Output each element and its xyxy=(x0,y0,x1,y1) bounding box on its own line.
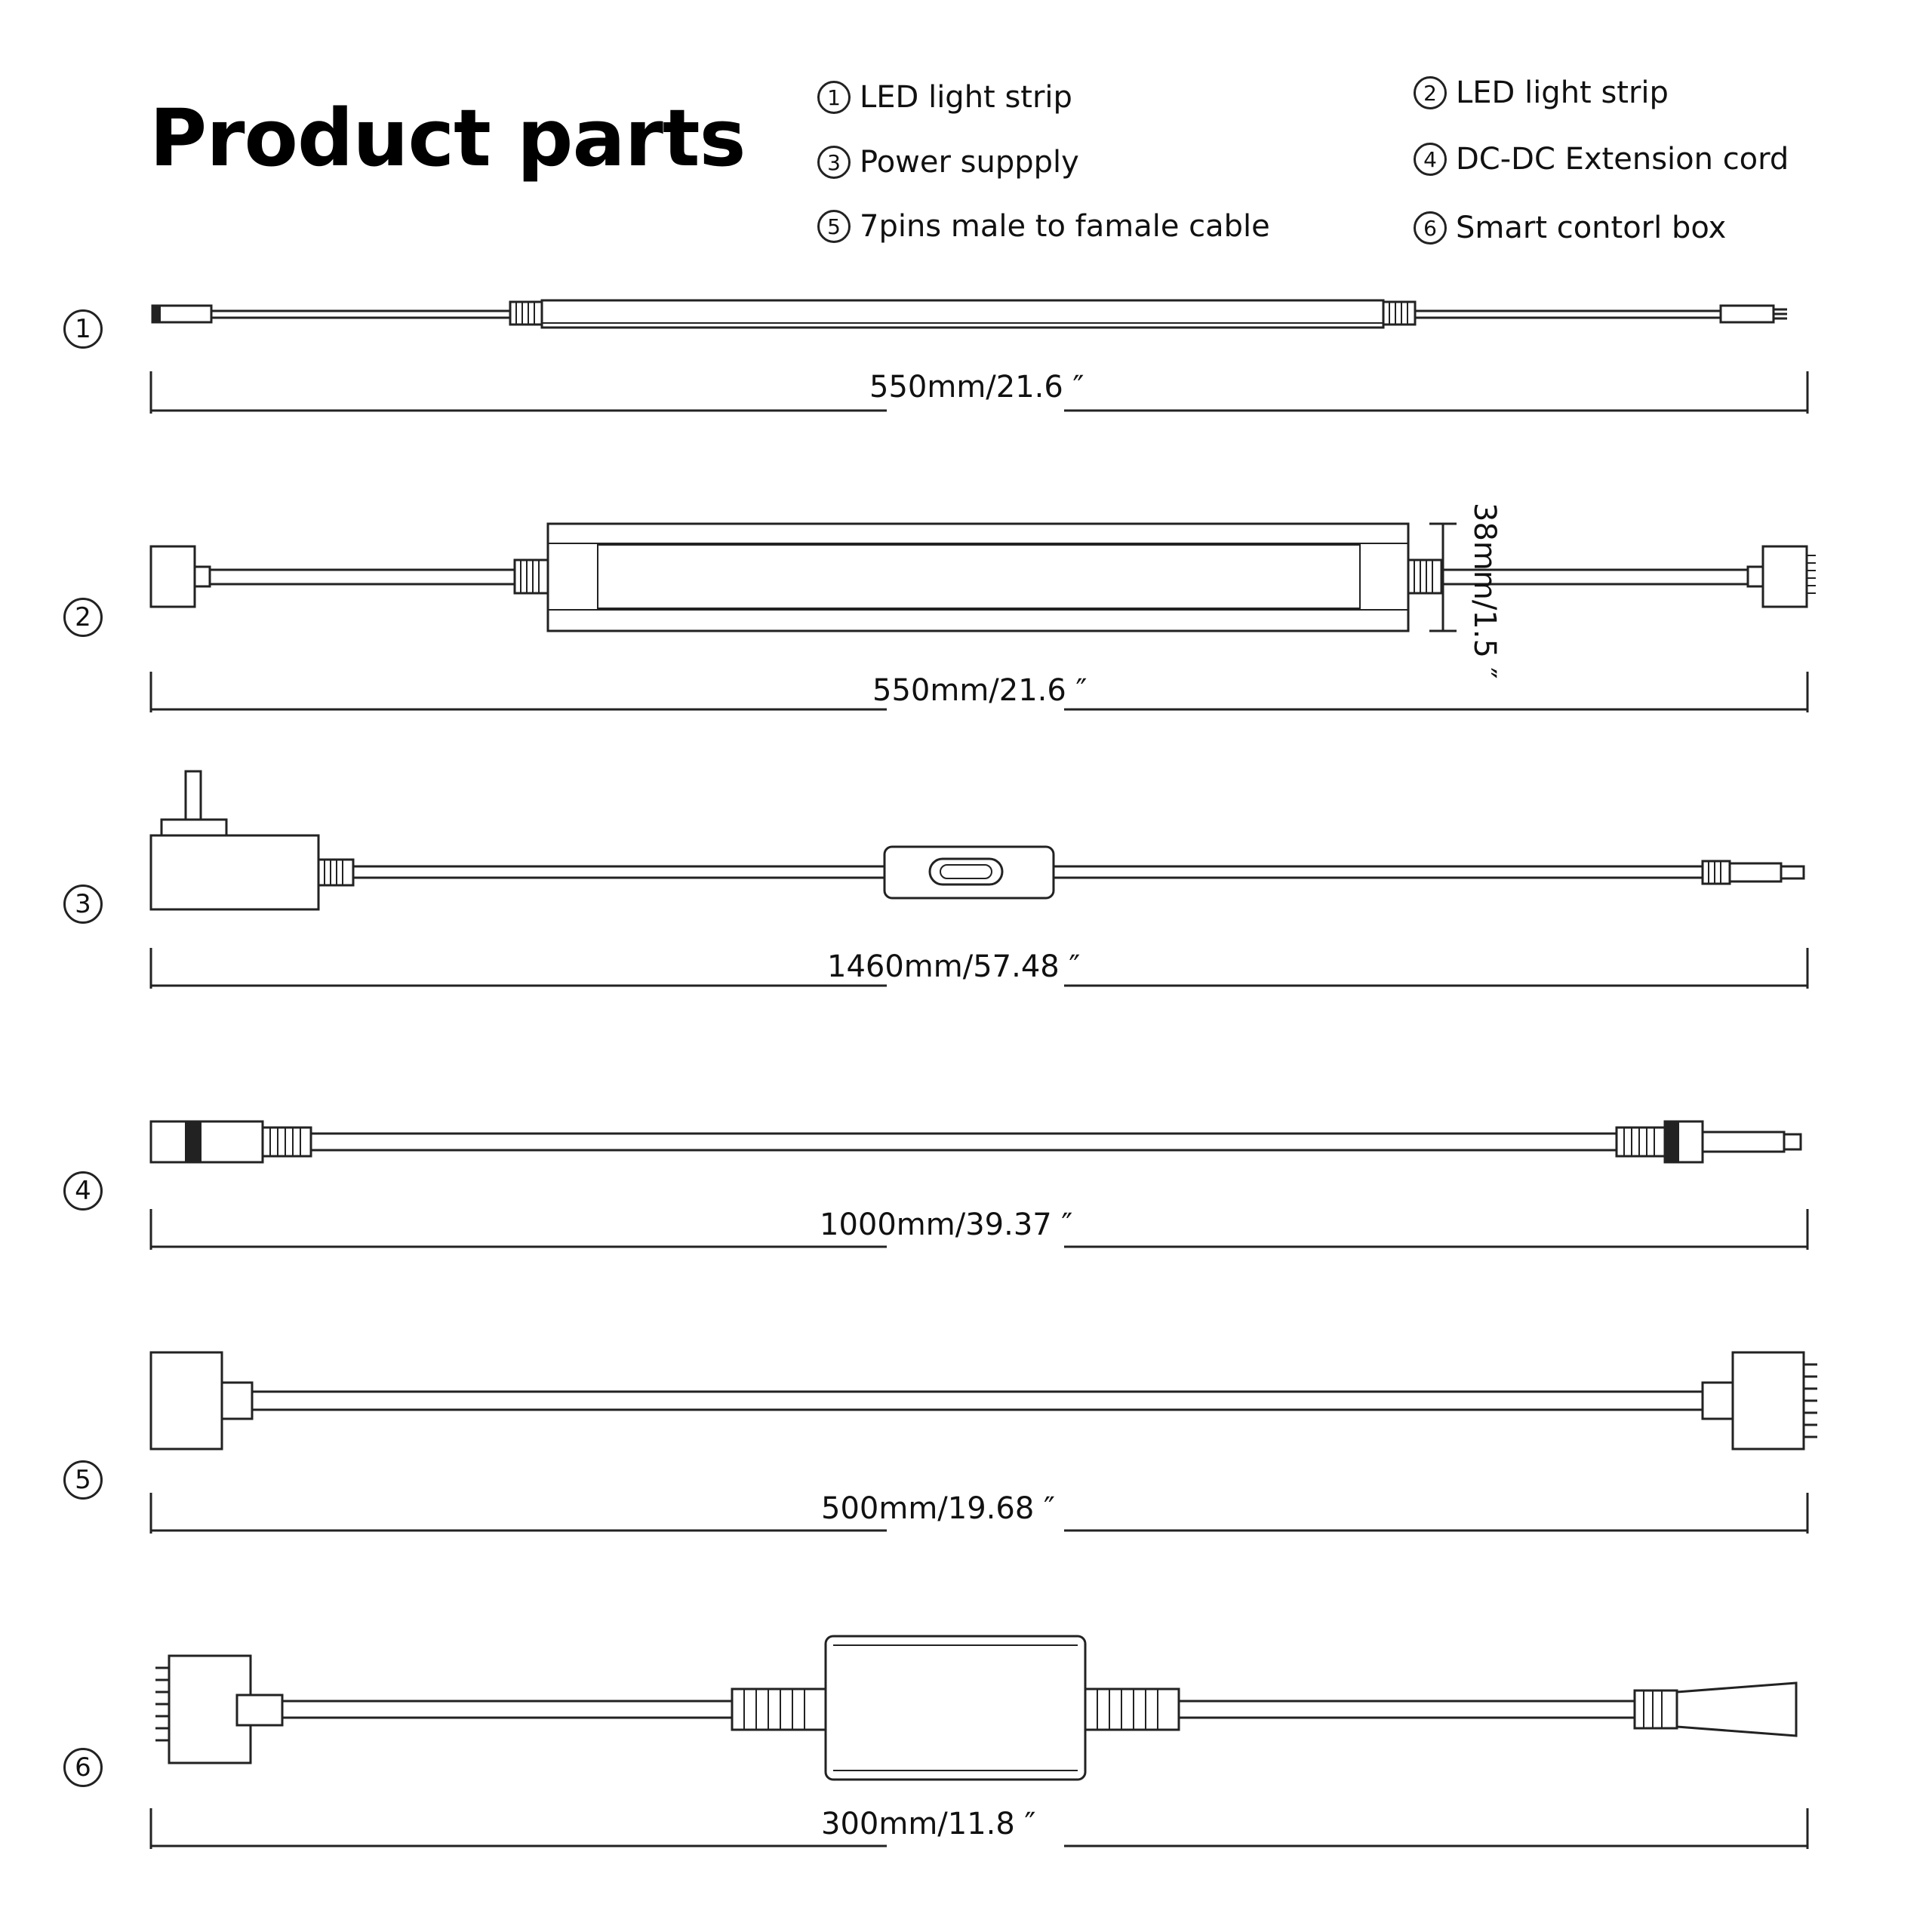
legend-label-6: Smart contorl box xyxy=(1456,211,1727,245)
part-5-female-connector xyxy=(151,1352,222,1449)
part-5-male-connector xyxy=(1733,1352,1804,1449)
part-3-adapter-body xyxy=(151,835,318,909)
part-2-bar-housing xyxy=(548,524,1408,631)
legend-number-6: 6 xyxy=(1414,211,1447,245)
row-number-4: 4 xyxy=(63,1171,103,1211)
part-2-led-bar xyxy=(151,524,1816,631)
legend-number-3: 3 xyxy=(817,146,851,179)
legend-number-4: 4 xyxy=(1414,143,1447,176)
part-6-right-relief xyxy=(1085,1689,1179,1730)
row-number-6: 6 xyxy=(63,1748,103,1787)
part-1-right-strain-relief xyxy=(1383,302,1415,325)
part-1-left-strain-relief xyxy=(510,302,542,325)
part-1-left-plug-tip xyxy=(152,306,160,322)
row-number-2: 2 xyxy=(63,598,103,637)
legend-label-3: Power suppply xyxy=(860,145,1079,180)
part-5-length-label: 500mm/19.68 ″ xyxy=(821,1491,1055,1526)
legend-label-1: LED light strip xyxy=(860,80,1072,115)
part-3-dc-plug xyxy=(1730,863,1781,881)
page-title: Product parts xyxy=(149,92,746,184)
part-5-7pin-cable xyxy=(151,1352,1817,1449)
part-4-male-plug-tip xyxy=(1703,1132,1784,1152)
part-1-led-strip xyxy=(152,300,1787,328)
part-2-left-strain-relief xyxy=(515,560,548,593)
legend-label-4: DC-DC Extension cord xyxy=(1456,142,1789,177)
part-3-plug-prong xyxy=(186,771,201,820)
part-6-length-label: 300mm/11.8 ″ xyxy=(821,1807,1036,1841)
part-6-dc-relief xyxy=(1635,1690,1677,1728)
legend-number-2: 2 xyxy=(1414,76,1447,109)
row-number-3: 3 xyxy=(63,884,103,924)
part-2-right-strain-relief xyxy=(1408,560,1441,593)
part-3-length-label: 1460mm/57.48 ″ xyxy=(827,949,1081,984)
part-2-right-connector xyxy=(1763,546,1807,607)
row-number-5: 5 xyxy=(63,1460,103,1500)
part-4-female-jack xyxy=(151,1121,263,1162)
part-2-length-label: 550mm/21.6 ″ xyxy=(872,673,1088,708)
part-6-dc-female-jack xyxy=(1677,1683,1796,1736)
part-3-plug-base xyxy=(162,820,226,835)
part-4-length-label: 1000mm/39.37 ″ xyxy=(820,1208,1073,1242)
part-1-length-label: 550mm/21.6 ″ xyxy=(869,370,1084,405)
part-6-control-box-body xyxy=(826,1636,1085,1780)
part-2-height-label: 38mm/1.5 ″ xyxy=(1467,503,1502,679)
legend-label-5: 7pins male to famale cable xyxy=(860,209,1270,244)
part-6-control-box xyxy=(155,1636,1796,1780)
legend-number-5: 5 xyxy=(817,210,851,243)
part-4-extension-cord xyxy=(151,1121,1801,1162)
part-1-right-plug xyxy=(1721,306,1774,322)
part-6-left-relief xyxy=(732,1689,826,1730)
legend-number-1: 1 xyxy=(817,81,851,114)
part-2-left-connector xyxy=(151,546,195,607)
legend-label-2: LED light strip xyxy=(1456,75,1669,110)
row-number-1: 1 xyxy=(63,309,103,349)
part-3-power-supply xyxy=(151,771,1804,909)
part-1-left-plug xyxy=(152,306,211,322)
part-3-dc-plug-relief xyxy=(1703,861,1730,884)
